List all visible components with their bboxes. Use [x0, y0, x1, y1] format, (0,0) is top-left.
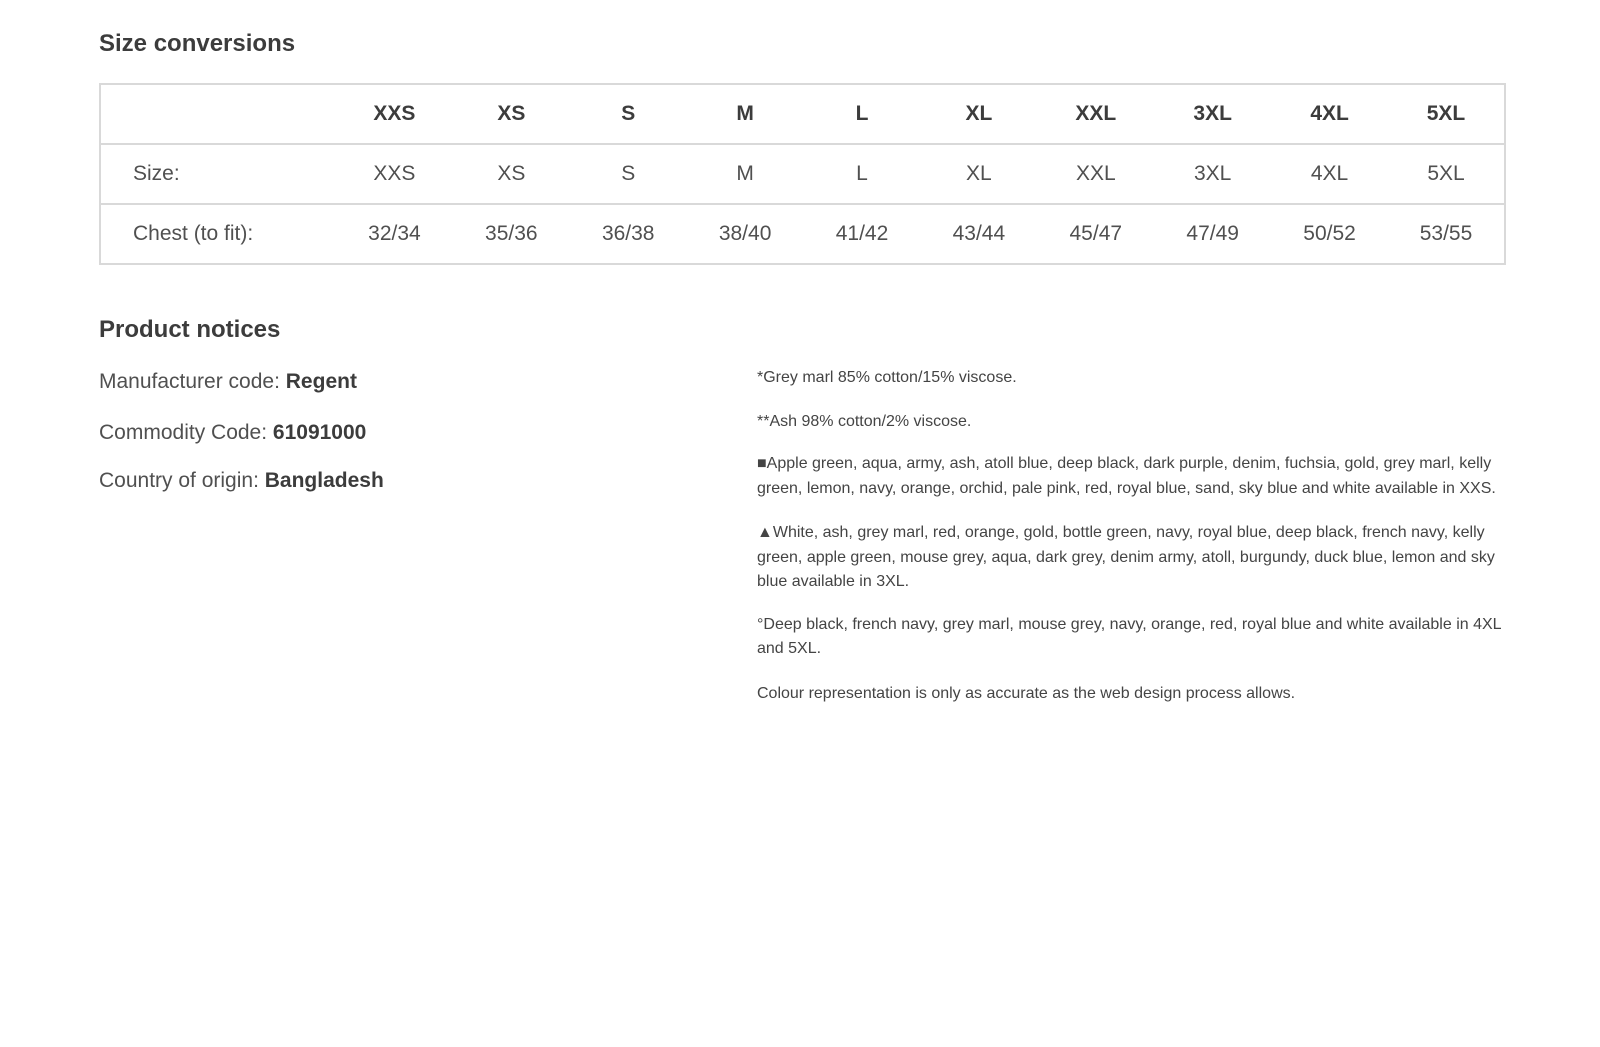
note-4xl-5xl-colours: °Deep black, french navy, grey marl, mouse grey, navy, orange, red, royal blue and white available in 4XL and 5XL.: [757, 615, 1501, 657]
table-cell: 35/36: [453, 204, 570, 264]
table-header-cell: L: [855, 102, 869, 125]
table-cell: XXS: [336, 144, 453, 204]
commodity-code: [99, 421, 384, 445]
country-of-origin-label: Country of origin:: [99, 469, 265, 492]
size-conversion-table: [99, 83, 1506, 265]
table-cell: S: [570, 144, 687, 204]
table-cell: 50/52: [1271, 204, 1388, 264]
note-grey-marl: *Grey marl 85% cotton/15% viscose.: [757, 369, 1017, 386]
table-cell: XS: [453, 144, 570, 204]
manufacturer-code: [99, 370, 384, 394]
table-cell: 5XL: [1388, 144, 1505, 204]
table-header-row: [100, 84, 1505, 144]
table-cell: 32/34: [336, 204, 453, 264]
country-of-origin: [99, 469, 384, 493]
table-cell: 45/47: [1037, 204, 1154, 264]
row-label-size: Size:: [100, 144, 336, 204]
table-cell: 36/38: [570, 204, 687, 264]
row-label-chest: Chest (to fit):: [100, 204, 336, 264]
table-header-cell: XL: [965, 102, 993, 125]
table-header-cell: 4XL: [1310, 102, 1349, 125]
table-header-cell: 5XL: [1426, 102, 1466, 125]
table-cell: 53/55: [1388, 204, 1505, 264]
product-notices-title: Product notices: [99, 316, 281, 343]
note-3xl-colours: ▲White, ash, grey marl, red, orange, gold, bottle green, navy, royal blue, deep black, french navy, kelly green, apple green, mouse grey, aqua, dark grey, denim army, atoll, burgundy, duck blue, lemon and sky blue available in 3XL.: [757, 524, 1495, 590]
table-cell: M: [687, 144, 804, 204]
size-conversions-title: Size conversions: [99, 30, 296, 57]
table-cell: 43/44: [920, 204, 1037, 264]
product-codes: [99, 370, 384, 493]
table-header-cell: [100, 84, 336, 144]
commodity-code-value: 61091000: [272, 421, 367, 444]
table-cell: 47/49: [1154, 204, 1271, 264]
note-xxs-colours: ■Apple green, aqua, army, ash, atoll blue, deep black, dark purple, denim, fuchsia, gold, grey marl, kelly green, lemon, navy, orange, orchid, pale pink, red, royal blue, sand, sky blue and white available in XXS.: [757, 455, 1496, 497]
table-cell: L: [804, 144, 921, 204]
product-notes: [757, 366, 1517, 706]
manufacturer-code-value: Regent: [285, 370, 357, 393]
note-ash: **Ash 98% cotton/2% viscose.: [757, 412, 972, 430]
table-cell: 3XL: [1154, 144, 1271, 204]
table-header-cell: S: [621, 102, 636, 125]
country-of-origin-value: Bangladesh: [264, 469, 384, 492]
note-colour-representation: Colour representation is only as accurate as the web design process allows.: [757, 684, 1296, 702]
table-row: [100, 144, 1505, 204]
table-cell: 4XL: [1271, 144, 1388, 204]
table-header-cell: M: [736, 102, 754, 125]
table-cell: XL: [920, 144, 1037, 204]
table-cell: 41/42: [804, 204, 921, 264]
manufacturer-code-label: Manufacturer code:: [99, 370, 286, 393]
table-cell: XXL: [1037, 144, 1154, 204]
table-header-cell: XS: [497, 102, 526, 125]
table-header-cell: XXL: [1075, 102, 1117, 125]
table-row: [100, 204, 1505, 264]
table-cell: 38/40: [687, 204, 804, 264]
table-header-cell: XXS: [373, 102, 416, 125]
table-header-cell: 3XL: [1193, 102, 1232, 125]
commodity-code-label: Commodity Code:: [99, 421, 273, 444]
